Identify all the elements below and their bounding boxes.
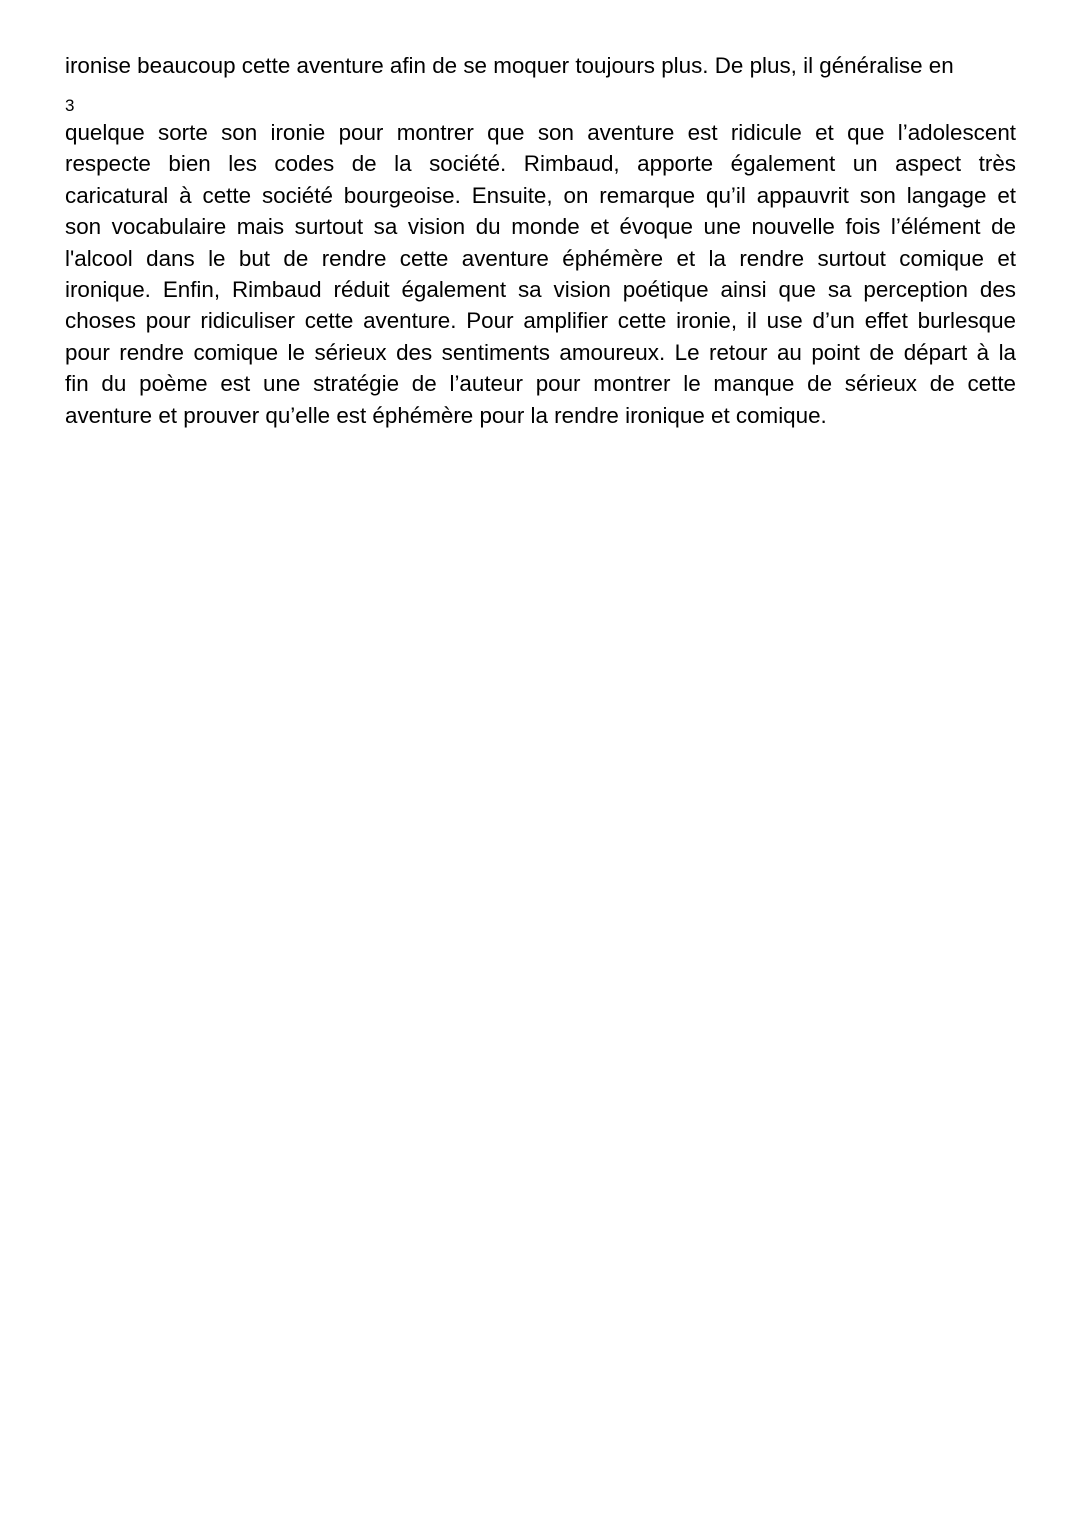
paragraph-line: quelque sorte son ironie pour montrer que son aventure est ridicule et que l’adolescent [65,120,1016,145]
paragraph-line: fin du poème est une stratégie de l’auteur pour montrer le manque de sérieux de cette [65,371,1016,397]
page-number: 3 [65,96,75,115]
paragraph-line: l'alcool dans le but de rendre cette aventure éphémère et la rendre surtout comique et [65,245,1016,271]
paragraph-line: choses pour ridiculiser cette aventure. Pour amplifier cette ironie, il use d’un effet burlesque [65,308,1016,334]
paragraph-line: pour rendre comique le sérieux des sentiments amoureux. Le retour au point de départ à la [65,339,1016,365]
paragraph-line: respecte bien les codes de la société. Rimbaud, apporte également un aspect très [65,151,1016,177]
paragraph-line: caricatural à cette société bourgeoise. Ensuite, on remarque qu’il appauvrit son langage et [65,182,1016,208]
paragraph-line: son vocabulaire mais surtout sa vision du monde et évoque une nouvelle fois l’élément de [65,214,1016,240]
paragraph-line: ironique. Enfin, Rimbaud réduit également sa vision poétique ainsi que sa perception des [65,276,1016,302]
body-paragraph [65,117,1016,431]
paragraph-line: aventure et prouver qu’elle est éphémère pour la rendre ironique et comique. [65,402,827,428]
continuation-line: ironise beaucoup cette aventure afin de se moquer toujours plus. De plus, il généralise en [65,53,954,78]
